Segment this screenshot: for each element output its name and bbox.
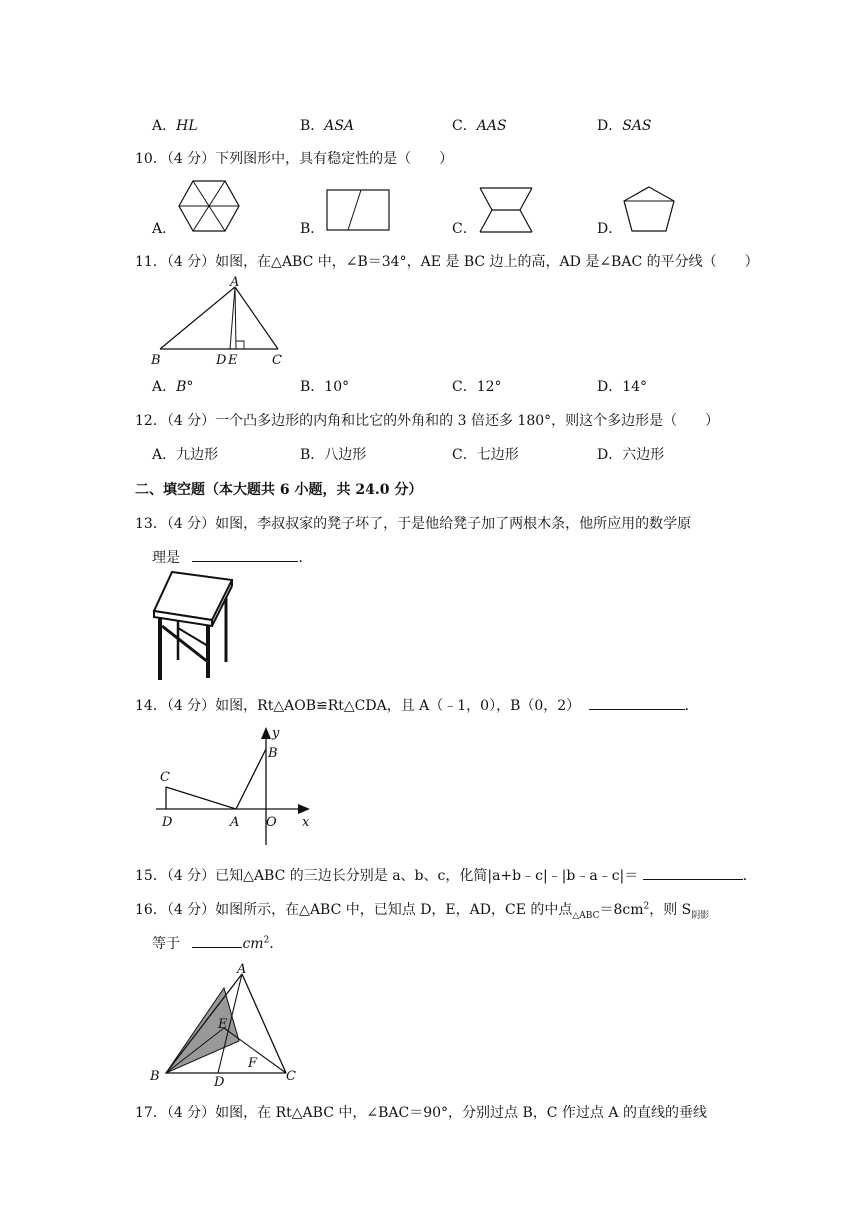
bowtie-figure — [479, 187, 533, 233]
q12-option-d: D．六边形 — [597, 447, 665, 463]
q11-label-c: C — [272, 353, 282, 368]
q11-option-d: D．14° — [597, 379, 648, 395]
q16-label-f: F — [248, 1056, 258, 1071]
q11-triangle-figure — [150, 275, 290, 370]
q10-stem: 10．（4 分）下列图形中，具有稳定性的是（ ） — [135, 151, 454, 167]
section-2-heading: 二、填空题（本大题共 6 小题，共 24.0 分） — [135, 482, 423, 498]
q14-label-b: B — [268, 746, 278, 761]
q11-label-b: B — [151, 353, 161, 368]
q12-stem: 12．（4 分）一个凸多边形的内角和比它的外角和的 3 倍还多 180°，则这个多边形是（ ） — [135, 413, 720, 429]
q11-option-a: A．B° — [152, 379, 194, 395]
q15-answer-blank[interactable] — [643, 865, 743, 880]
q14-label-d: D — [162, 815, 173, 830]
q12-option-a: A．九边形 — [152, 447, 219, 463]
q15-stem: 15．（4 分）已知△ABC 的三边长分别是 a、b、c，化简|a+b﹣c|﹣|b﹣a﹣c|＝ ． — [135, 865, 757, 885]
q14-label-y: y — [272, 726, 280, 741]
q9-option-d: D．SAS — [597, 118, 652, 134]
q14-label-o: O — [266, 815, 277, 830]
q10-option-a: A． — [152, 221, 177, 237]
q11-label-a: A — [230, 275, 240, 290]
q14-label-c: C — [160, 770, 170, 785]
q12-option-b: B．八边形 — [300, 447, 367, 463]
q9-option-b: B．ASA — [300, 118, 355, 134]
q14-answer-blank[interactable] — [589, 695, 685, 710]
q9-option-a: A．HL — [152, 118, 198, 134]
pentagon-figure — [623, 186, 675, 232]
q11-option-b: B．10° — [300, 379, 350, 395]
q14-label-x: x — [302, 815, 310, 830]
hexagon-figure — [178, 180, 240, 232]
q16-answer-blank[interactable] — [192, 933, 242, 948]
q16-label-a: A — [237, 962, 247, 977]
q12-option-c: C．七边形 — [452, 447, 519, 463]
q14-label-a: A — [230, 815, 240, 830]
q11-stem: 11．（4 分）如图，在△ABC 中，∠B＝34°，AE 是 BC 边上的高，AD 是∠BAC 的平分线（ ） — [135, 254, 759, 270]
q16-label-e: E — [218, 1017, 228, 1032]
parallelogram-figure — [326, 189, 390, 231]
q16-label-b: B — [150, 1069, 160, 1084]
q10-option-d: D． — [597, 221, 623, 237]
q13-answer-blank[interactable] — [192, 547, 298, 562]
q9-option-c: C．AAS — [452, 118, 507, 134]
q16-stem-line2: 等于 $cm^2$． — [152, 933, 283, 953]
q16-stem-line1: 16．（4 分）如图所示，在△ABC 中，已知点 D，E，AD，CE 的中点$_{\triangle ABC}=8cm^2$，则 $S_{阴影}$ — [135, 901, 710, 921]
q14-coordinate-figure — [150, 725, 330, 850]
q16-label-d: D — [214, 1075, 225, 1090]
q10-option-c: C． — [452, 221, 477, 237]
q10-option-b: B． — [300, 221, 325, 237]
q13-stem-line1: 13．（4 分）如图，李叔叔家的凳子坏了，于是他给凳子加了两根木条，他所应用的数学原 — [135, 516, 692, 532]
q13-stem-line2: 理是 ． — [152, 547, 312, 567]
q16-label-c: C — [286, 1069, 296, 1084]
q11-label-e: E — [228, 353, 238, 368]
q11-option-c: C．12° — [452, 379, 502, 395]
q14-stem: 14．（4 分）如图，Rt△AOB≌Rt△CDA，且 A（﹣1，0），B（0，2） ． — [135, 695, 699, 715]
q17-stem-line1: 17．（4 分）如图，在 Rt△ABC 中，∠BAC＝90°，分别过点 B，C 作过点 A 的直线的垂线 — [135, 1105, 707, 1121]
q11-label-d: D — [216, 353, 227, 368]
q16-triangle-figure — [148, 960, 308, 1090]
stool-figure — [150, 570, 238, 682]
